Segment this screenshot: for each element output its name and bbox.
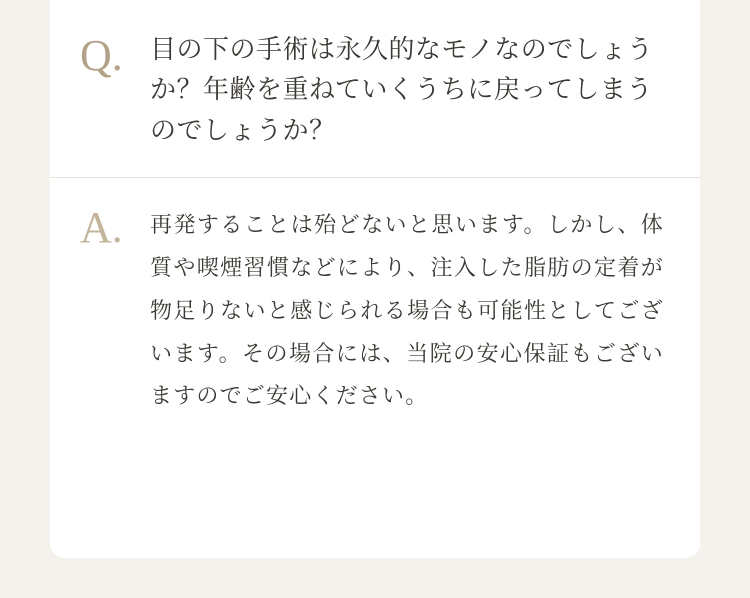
- answer-marker: A.: [80, 202, 123, 252]
- faq-answer-row: [50, 178, 700, 448]
- question-marker: Q.: [80, 31, 123, 80]
- faq-question-row: [50, 0, 700, 178]
- question-text: 目の下の手術は永久的なモノなのでしょうか？年齢を重ねていくうちに戻ってしまうのでしょうか？: [150, 35, 654, 145]
- faq-card: [50, 0, 700, 558]
- answer-text: 再発することは殆どないと思います。しかし、体質や喫煙習慣などにより、注入した脂肪の定着が物足りないと感じられる場合も可能性としてございます。その場合には、当院の安心保証もございますのでご安心ください。: [150, 211, 664, 409]
